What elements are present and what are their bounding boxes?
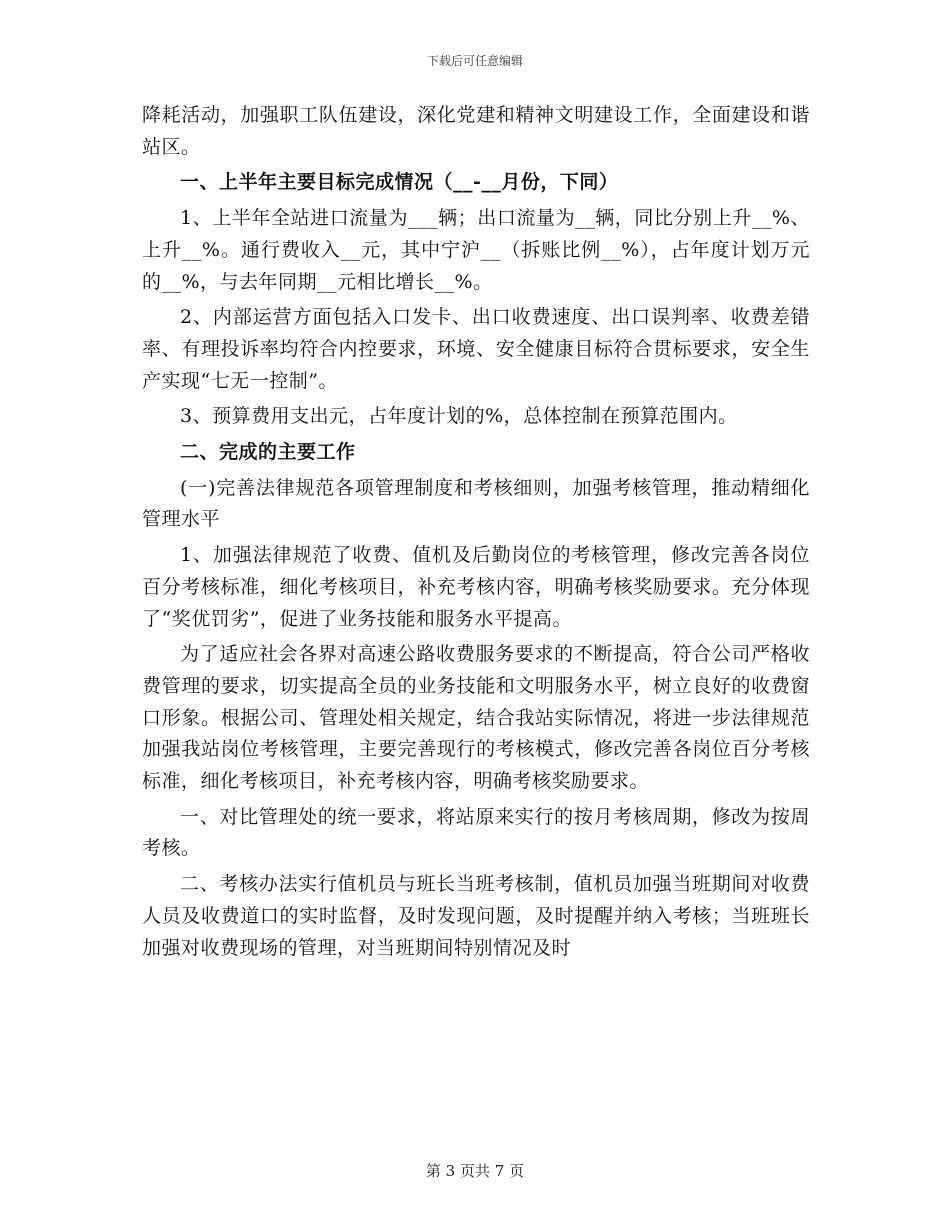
paragraph-2: 1、上半年全站进口流量为___辆；出口流量为__辆，同比分别上升__%、上升__%。通行费收入__元，其中宁沪__（拆账比例__%），占年度计划万元的__%，与去年同期__元相比增长__%。 — [142, 207, 810, 293]
paragraph-0: 降耗活动，加强职工队伍建设，深化党建和精神文明建设工作，全面建设和谐站区。 — [142, 104, 810, 158]
paragraph-8: 为了适应社会各界对高速公路收费服务要求的不断提高，符合公司严格收费管理的要求，切实提高全员的业务技能和文明服务水平，树立良好的收费窗口形象。根据公司、管理处相关规定，结合我站实际情况，将进一步法律规范加强我站岗位考核管理，主要完善现行的考核模式，修改完善各岗位百分考核标准，细化考核项目，补充考核内容，明确考核奖励要求。 — [142, 643, 810, 793]
paragraph-4: 3、预算费用支出元，占年度计划的%，总体控制在预算范围内。 — [180, 405, 738, 428]
page-footer: 第 3 页共 7 页 — [425, 1162, 525, 1180]
paragraph-9: 一、对比管理处的统一要求，将站原来实行的按月考核周期，修改为按周考核。 — [142, 805, 810, 860]
paragraph-6: (一)完善法律规范各项管理制度和考核细则，加强考核管理，推动精细化管理水平 — [142, 476, 810, 531]
section-heading-1: 一、上半年主要目标完成情况（__-__月份，下同） — [180, 171, 619, 194]
paragraph-7: 1、加强法律规范了收费、值机及后勤岗位的考核管理，修改完善各岗位百分考核标准，细化考核项目，补充考核内容，明确考核奖励要求。充分体现了“奖优罚劣”，促进了业务技能和服务水平提高。 — [142, 544, 810, 630]
document-body — [142, 100, 810, 968]
paragraph-10: 二、考核办法实行值机员与班长当班考核制，值机员加强当班期间对收费人员及收费道口的实时监督，及时发现问题，及时提醒并纳入考核；当班班长加强对收费现场的管理，对当班期间特别情况及时 — [142, 873, 810, 959]
page-header: 下载后可任意编辑 — [426, 54, 523, 68]
paragraph-3: 2、内部运营方面包括入口发卡、出口收费速度、出口误判率、收费差错率、有理投诉率均符合内控要求，环境、安全健康目标符合贯标要求，安全生产实现“七无一控制”。 — [142, 306, 810, 392]
section-heading-2: 二、完成的主要工作 — [180, 441, 356, 464]
